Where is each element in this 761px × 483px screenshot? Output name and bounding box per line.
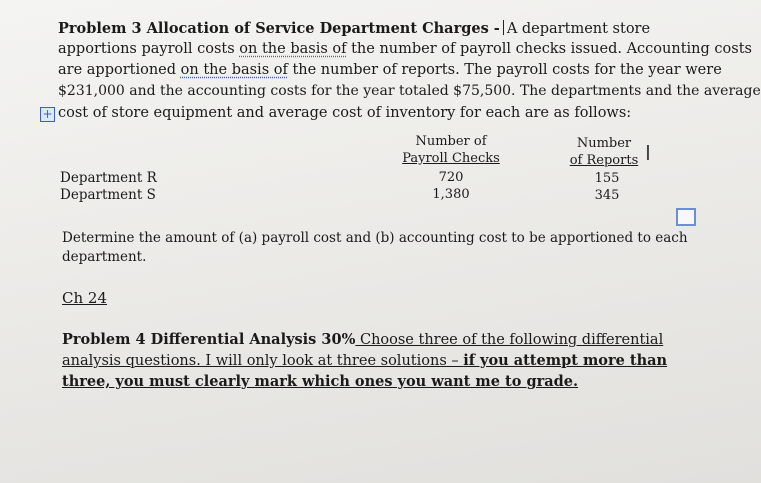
problem4-line1: Problem 4 Differential Analysis 30% Choose three of the following differential [62, 331, 664, 348]
spellcheck-phrase: on the basis of [180, 62, 288, 78]
problem3-line4: $231,000 and the accounting costs for the year totaled $75,500. The departments and the average [58, 83, 761, 99]
cell-checks: 1,380 [432, 187, 470, 202]
row-label: Department S [60, 187, 156, 203]
problem3-line1 [58, 18, 650, 40]
plus-icon[interactable]: + [40, 107, 55, 122]
problem3-line5: + cost of store equipment and average cost of inventory for each are as follows: [40, 103, 631, 124]
header-payroll-checks: Number of Payroll Checks [402, 134, 500, 166]
problem4-line3: three, you must clearly mark which ones you want me to grade. [62, 373, 579, 390]
row-label: Department R [60, 170, 157, 186]
problem3-line3: are apportioned on the basis of the number of reports. The payroll costs for the year were [58, 62, 722, 78]
text-cursor-bar [503, 20, 504, 35]
chapter-heading: Ch 24 [62, 289, 107, 307]
cell-checks: 720 [438, 170, 464, 185]
problem3-line2: apportions payroll costs on the basis of the number of payroll checks issued. Accounting costs [58, 41, 752, 57]
cell-reports: 155 [594, 171, 620, 186]
cell-reports: 345 [594, 188, 620, 203]
checkbox-icon[interactable] [676, 208, 696, 226]
text-cursor-icon: I [645, 141, 651, 165]
problem3-title: Problem 3 Allocation of Service Department Charges - [58, 20, 500, 37]
determine-line1: Determine the amount of (a) payroll cost and (b) accounting cost to be apportioned to each [62, 230, 688, 246]
problem3-line1-text: A department store [506, 21, 651, 37]
spellcheck-phrase: on the basis of [239, 41, 347, 57]
problem4-title: Problem 4 Differential Analysis 30% [62, 331, 356, 348]
problem4-line2: analysis questions. I will only look at three solutions – if you attempt more than [62, 352, 668, 369]
header-reports: Number of Reports [569, 136, 639, 168]
determine-line2: department. [62, 249, 147, 265]
